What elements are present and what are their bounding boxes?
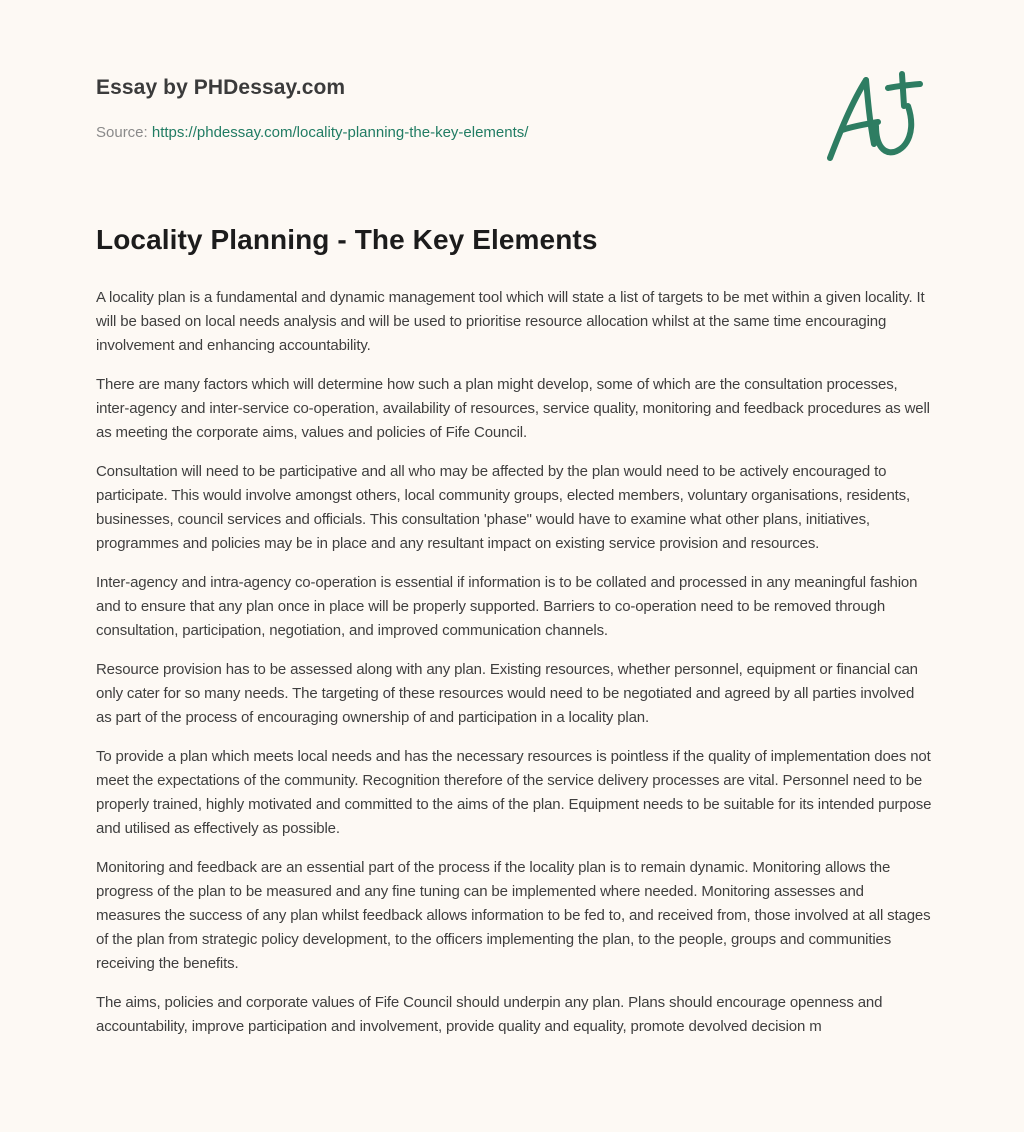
article-title: Locality Planning - The Key Elements bbox=[96, 224, 598, 255]
source-line bbox=[96, 124, 528, 141]
paragraph: The aims, policies and corporate values of Fife Council should underpin any plan. Plans should encourage openness and accountability, improve participation and involvement, provide quality and equality, promote devolved decision m bbox=[96, 994, 883, 1035]
paragraph: Monitoring and feedback are an essential part of the process if the locality plan is to remain dynamic. Monitoring allows the progress of the plan to be measured and any fine tuning can be implemented where needed. Monitoring assesses and measures the success of any plan whilst feedback allows information to be fed to, and received from, those involved at all stages of the plan from strategic policy development, to the officers implementing the plan, to the people, groups and communities receiving the benefits. bbox=[96, 859, 931, 972]
site-brand: Essay by PHDessay.com bbox=[96, 76, 346, 99]
page-header bbox=[96, 0, 932, 200]
paragraph: Consultation will need to be participative and all who may be affected by the plan would need to be actively encouraged to participate. This would involve amongst others, local community groups, elected members, voluntary organisations, residents, businesses, council services and officials. This consultation 'phase" would have to examine what other plans, initiatives, programmes and policies may be in place and any resultant impact on existing service provision and resources. bbox=[96, 463, 911, 552]
a-plus-grade-icon bbox=[822, 66, 926, 166]
article-body bbox=[96, 286, 932, 1054]
paragraph: Inter-agency and intra-agency co-operation is essential if information is to be collated and processed in any meaningful fashion and to ensure that any plan once in place will be properly supported. Barriers to co-operation need to be removed through consultation, participation, negotiation, and improved communication channels. bbox=[96, 574, 918, 639]
paragraph: Resource provision has to be assessed along with any plan. Existing resources, whether personnel, equipment or financial can only cater for so many needs. The targeting of these resources would need to be negotiated and agreed by all parties involved as part of the process of encouraging ownership of and participation in a locality plan. bbox=[96, 661, 918, 726]
paragraph: To provide a plan which meets local needs and has the necessary resources is pointless if the quality of implementation does not meet the expectations of the community. Recognition therefore of the service delivery processes are vital. Personnel need to be properly trained, highly motivated and committed to the aims of the plan. Equipment needs to be suitable for its intended purpose and utilised as effectively as possible. bbox=[96, 748, 932, 837]
essay-page bbox=[96, 0, 932, 1035]
source-label: Source: bbox=[96, 124, 152, 141]
paragraph: There are many factors which will determine how such a plan might develop, some of which are the consultation processes, inter-agency and inter-service co-operation, availability of resources, service quality, monitoring and feedback procedures as well as meeting the corporate aims, values and policies of Fife Council. bbox=[96, 376, 930, 441]
paragraph: A locality plan is a fundamental and dynamic management tool which will state a list of targets to be met within a given locality. It will be based on local needs analysis and will be used to prioritise resource allocation whilst at the same time encouraging involvement and enhancing accountability. bbox=[96, 289, 925, 354]
source-link[interactable]: https://phdessay.com/locality-planning-the-key-elements/ bbox=[151, 124, 529, 141]
